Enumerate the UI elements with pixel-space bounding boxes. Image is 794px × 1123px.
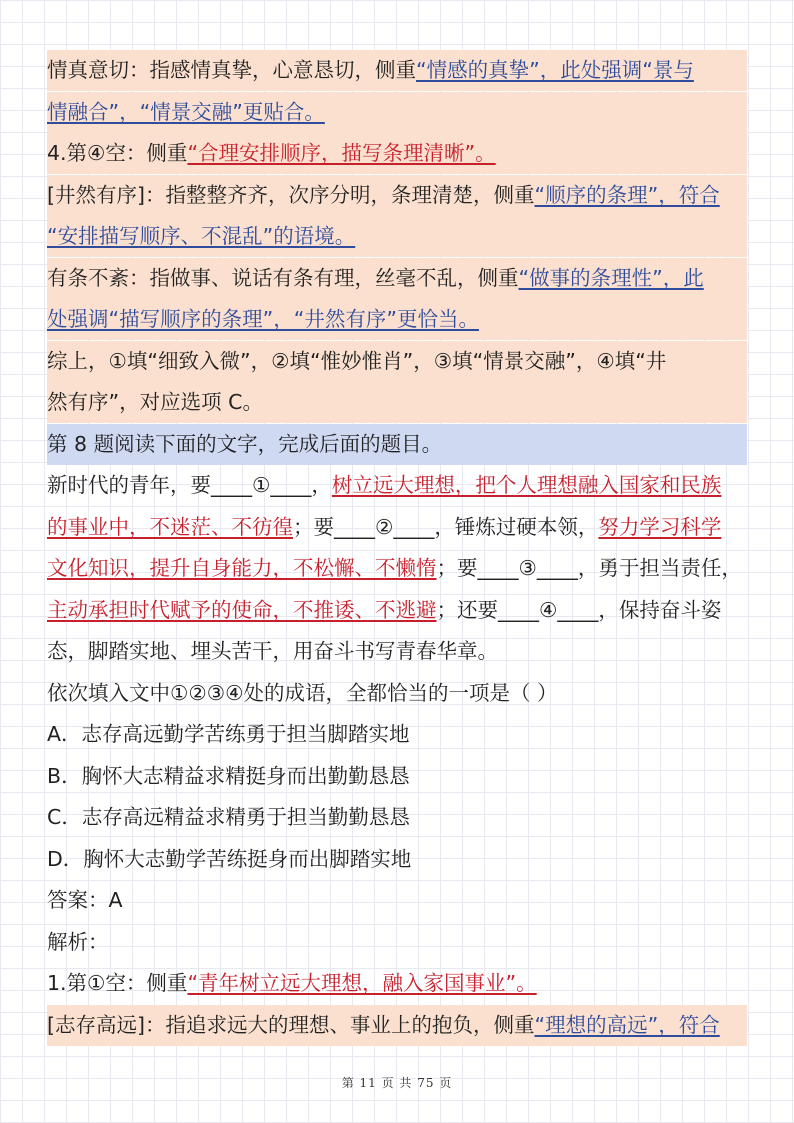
text-segment: ；要____③____，勇于担当责任，	[436, 556, 742, 580]
text-line	[47, 590, 747, 631]
text-line	[47, 465, 747, 506]
text-segment: D．胸怀大志勤学苦练挺身而出脚踏实地	[47, 846, 412, 871]
text-line	[47, 341, 747, 382]
text-line	[47, 382, 747, 423]
text-line	[47, 673, 747, 714]
highlighted-phrase: “青年树立远大理想，融入家国事业”。	[187, 971, 537, 995]
text-line	[47, 922, 747, 963]
text-segment: ；还要____④____，保持奋斗姿	[436, 597, 722, 622]
text-segment: 情真意切：指感情真挚，心意恳切，侧重	[47, 58, 416, 82]
highlighted-phrase: 情融合”，“情景交融”更贴合。	[47, 99, 325, 124]
text-segment: 综上，①填“细致入微”，②填“惟妙惟肖”，③填“情景交融”，④填“井	[47, 348, 667, 373]
highlighted-phrase: “顺序的条理”，符合	[534, 182, 720, 207]
text-line	[47, 258, 747, 299]
text-segment: 依次填入文中①②③④处的成语，全都恰当的一项是（ ）	[47, 680, 558, 705]
text-line	[47, 631, 747, 672]
text-segment: A．志存高远勤学苦练勇于担当脚踏实地	[47, 722, 410, 746]
text-line	[47, 175, 747, 216]
highlighted-phrase: “做事的条理性”，此	[518, 265, 704, 290]
highlighted-phrase: 努力学习科学	[598, 514, 722, 539]
text-line	[47, 839, 747, 880]
text-line	[47, 50, 747, 91]
text-line	[47, 548, 747, 589]
text-line	[47, 963, 747, 1004]
highlighted-phrase: 文化知识，提升自身能力，不松懈、不懒惰	[47, 556, 437, 580]
text-line	[47, 507, 747, 548]
text-line	[47, 216, 747, 257]
highlighted-phrase: 的事业中，不迷茫、不彷徨	[47, 514, 293, 539]
text-segment: 答案：A	[47, 888, 123, 912]
text-line	[47, 92, 747, 133]
text-segment: 解析：	[47, 929, 109, 954]
text-line	[47, 714, 747, 755]
highlighted-phrase: 处强调“描写顺序的条理”，“井然有序”更恰当。	[47, 307, 479, 331]
text-line	[47, 880, 747, 921]
text-segment: 然有序”，对应选项 C。	[47, 390, 263, 414]
text-line	[47, 424, 747, 465]
text-segment: [井然有序]：指整整齐齐，次序分明，条理清楚，侧重	[47, 182, 535, 207]
highlighted-phrase: “理想的高远”，符合	[534, 1012, 720, 1037]
page-footer: 第 11 页 共 75 页	[341, 1076, 453, 1090]
highlighted-phrase: “情感的真挚”，此处强调“景与	[416, 58, 694, 82]
text-segment: 1.第①空：侧重	[47, 971, 188, 995]
text-segment: 有条不紊：指做事、说话有条有理，丝毫不乱，侧重	[47, 265, 519, 290]
text-segment: 新时代的青年，要____①____，	[47, 473, 332, 497]
text-line	[47, 797, 747, 838]
highlighted-phrase: 树立远大理想，把个人理想融入国家和民族	[331, 473, 722, 497]
text-segment: 4.第④空：侧重	[47, 141, 188, 165]
highlighted-phrase: “合理安排顺序，描写条理清晰”。	[187, 141, 496, 165]
text-segment: ；要____②____，锤炼过硬本领，	[293, 514, 599, 539]
highlighted-phrase: “安排描写顺序、不混乱”的语境。	[47, 224, 356, 248]
text-segment: 态，脚踏实地、埋头苦干，用奋斗书写青春华章。	[47, 639, 498, 663]
text-segment: [志存高远]：指追求远大的理想、事业上的抱负，侧重	[47, 1012, 535, 1037]
text-segment: C．志存高远精益求精勇于担当勤勤恳恳	[47, 805, 410, 829]
text-segment: 第 8 题阅读下面的文字，完成后面的题目。	[47, 431, 443, 456]
text-line	[47, 133, 747, 174]
text-segment: B．胸怀大志精益求精挺身而出勤勤恳恳	[47, 763, 410, 788]
text-line	[47, 299, 747, 340]
highlighted-phrase: 主动承担时代赋予的使命，不推诿、不逃避	[47, 597, 437, 622]
text-line	[47, 756, 747, 797]
text-line	[47, 1005, 747, 1046]
